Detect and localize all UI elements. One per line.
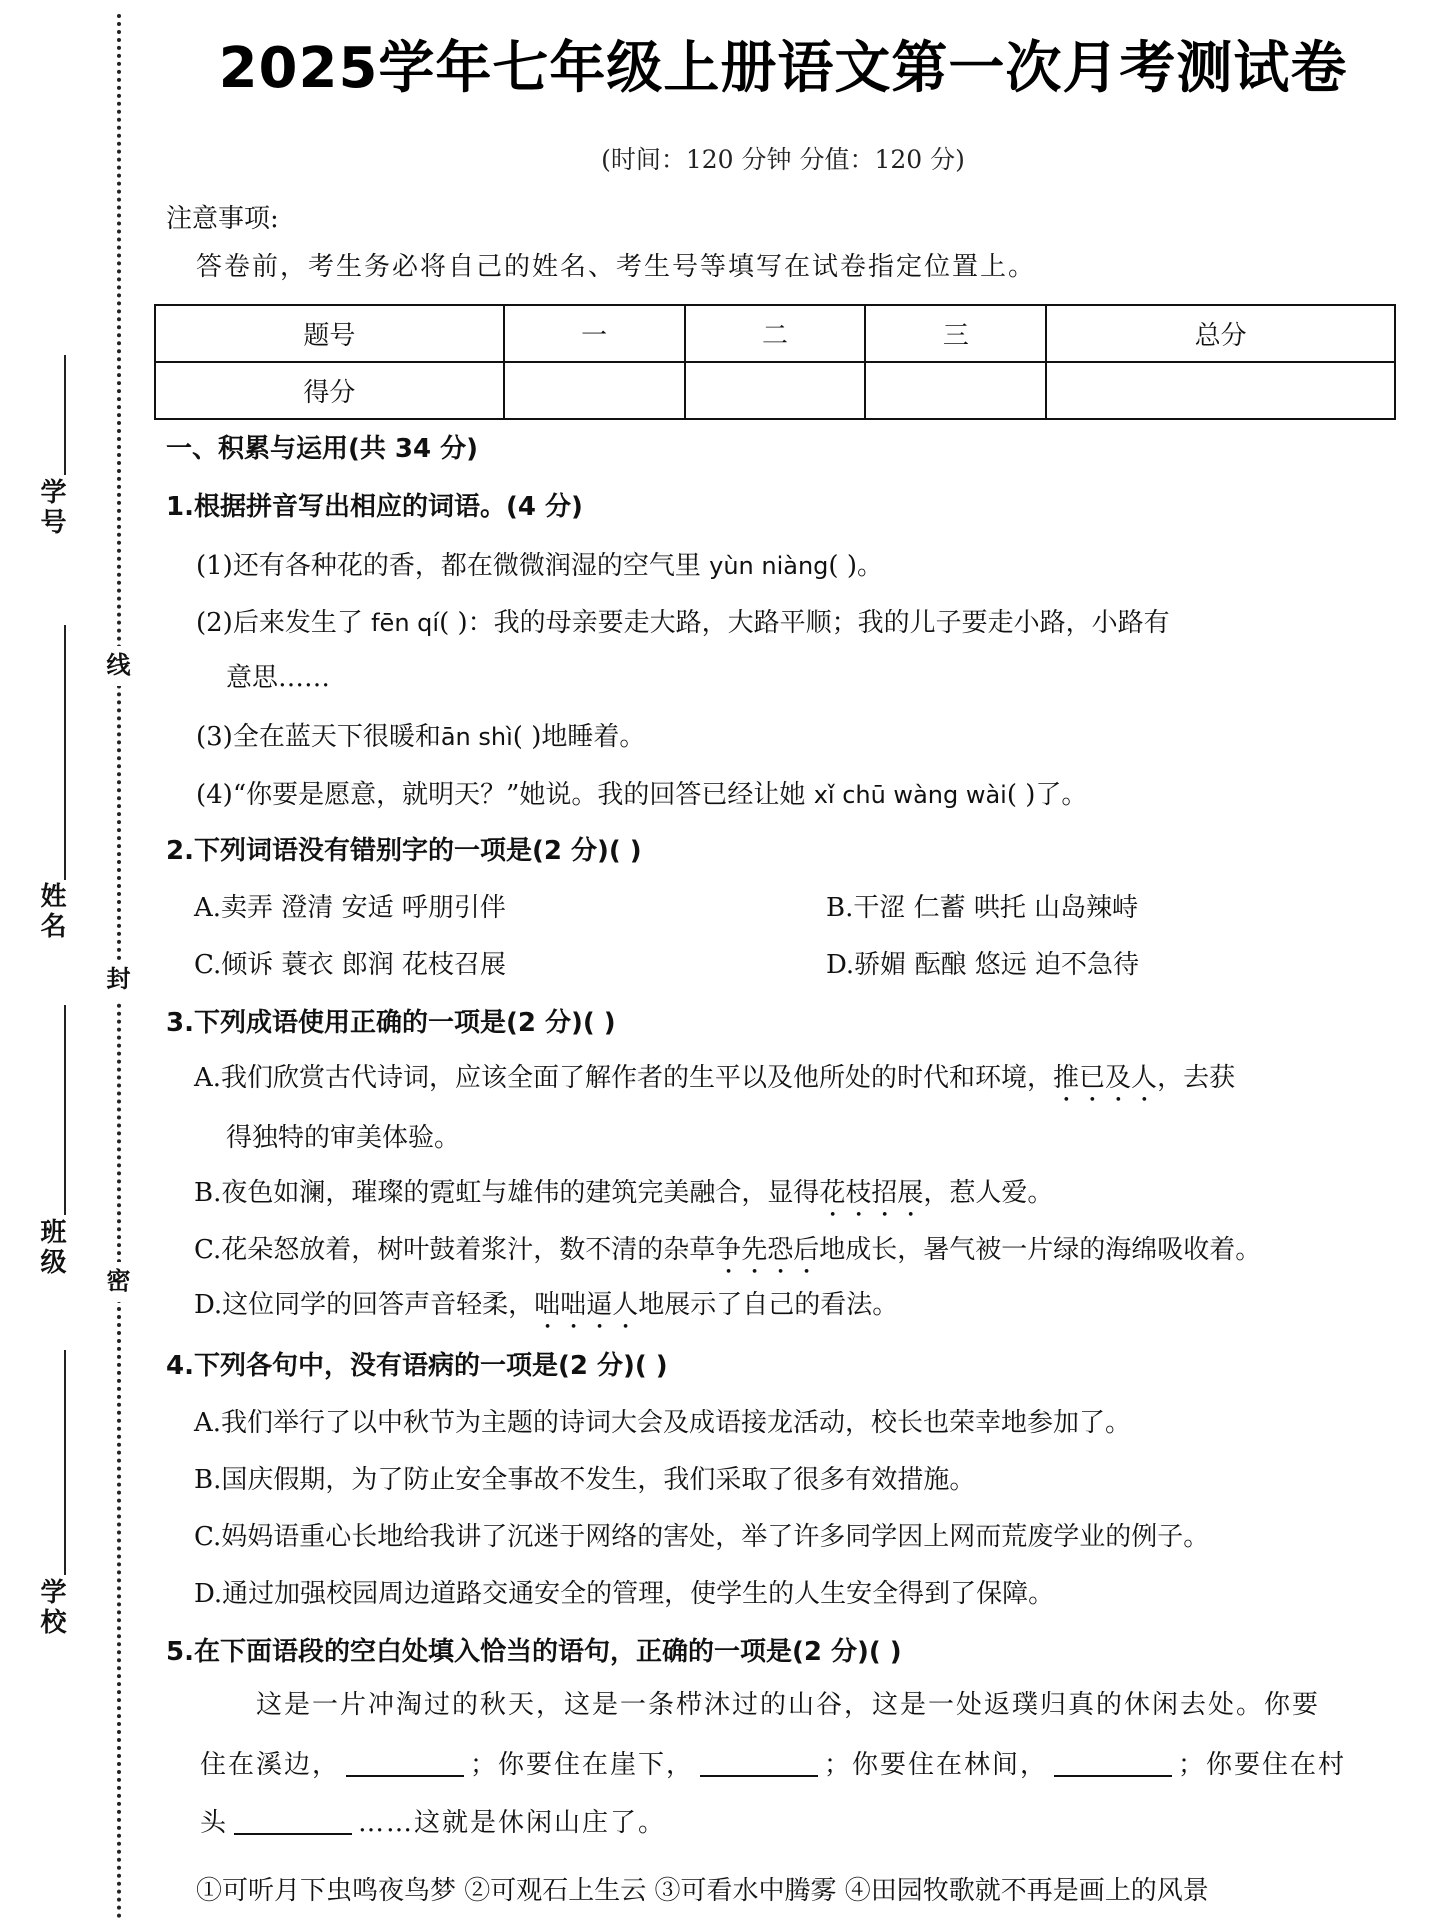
- question-3-option-d[interactable]: [194, 1290, 898, 1335]
- score-header-cell: 总分: [1046, 305, 1395, 362]
- option-text: D.这位同学的回答声音轻柔，: [194, 1290, 535, 1320]
- seal-mark-seal: 封: [104, 960, 128, 1000]
- student-id-blank[interactable]: [64, 355, 66, 475]
- score-cell[interactable]: [685, 362, 866, 419]
- fill-blank[interactable]: [1054, 1751, 1172, 1777]
- question-4-stem: 4.下列各句中，没有语病的一项是(2 分)( ): [166, 1351, 668, 1381]
- exam-subtitle: (时间：120 分钟 分值：120 分): [601, 145, 965, 174]
- question-4-option-c[interactable]: C.妈妈语重心长地给我讲了沉迷于网络的害处，举了许多同学因上网而荒废学业的例子。: [194, 1522, 1210, 1552]
- question-2-stem: 2.下列词语没有错别字的一项是(2 分)( ): [166, 836, 642, 866]
- question-5-passage-line-1: 这是一片冲淘过的秋天，这是一条栉沐过的山谷，这是一处返璞归真的休闲去处。你要: [256, 1690, 1321, 1720]
- exam-page: [150, 0, 1416, 1920]
- exam-title: 2025学年七年级上册语文第一次月考测试卷: [218, 36, 1348, 101]
- score-table: [154, 304, 1396, 420]
- item-text: (4)“你要是愿意，就明天？”她说。我的回答已经让她: [196, 780, 814, 810]
- question-1-item-4: [196, 780, 1087, 811]
- score-header-cell: 题号: [155, 305, 504, 362]
- pinyin: xǐ chū wàng wài: [813, 781, 1007, 809]
- passage-text: 头: [200, 1808, 229, 1838]
- question-1-item-3: [196, 722, 645, 753]
- answer-bracket[interactable]: ( )。: [828, 551, 883, 581]
- binding-margin: [0, 0, 140, 1920]
- passage-text: ……这就是休闲山庄了。: [358, 1808, 667, 1838]
- question-4-option-b[interactable]: B.国庆假期，为了防止安全事故不发生，我们采取了很多有效措施。: [194, 1465, 976, 1495]
- school-label: 学校: [36, 1578, 66, 1638]
- passage-text: ；你要住在村: [1178, 1750, 1347, 1780]
- question-3-option-a[interactable]: [194, 1063, 1235, 1108]
- option-text: ，惹人爱。: [923, 1178, 1054, 1208]
- fill-blank[interactable]: [700, 1751, 818, 1777]
- name-label: 姓名: [36, 882, 66, 942]
- score-row-label: 得分: [155, 362, 504, 419]
- question-2-option-d[interactable]: D.骄媚 酝酿 悠远 迫不急待: [826, 950, 1139, 980]
- option-text: C.花朵怒放着，树叶鼓着浆汁，数不清的杂草: [194, 1235, 716, 1265]
- score-table-header-row: [155, 305, 1395, 362]
- score-cell[interactable]: [504, 362, 685, 419]
- question-3-option-a-continued: 得独特的审美体验。: [226, 1123, 461, 1153]
- section-title: 一、积累与运用(共 34 分): [166, 434, 479, 464]
- question-2-option-c[interactable]: C.倾诉 蓑衣 郎润 花枝召展: [194, 950, 507, 980]
- underdotted-idiom: 争先恐后: [715, 1235, 820, 1265]
- option-text: A.我们欣赏古代诗词，应该全面了解作者的生平以及他所处的时代和环境，: [194, 1063, 1054, 1093]
- question-5-passage-line-3: [200, 1808, 666, 1839]
- pinyin: yùn niàng: [709, 552, 829, 580]
- question-3-option-c[interactable]: [194, 1235, 1261, 1280]
- underdotted-idiom: 咄咄逼人: [534, 1290, 639, 1320]
- option-text: ，去获: [1157, 1063, 1236, 1093]
- seal-mark-line: 线: [104, 646, 128, 686]
- class-label: 班级: [36, 1218, 66, 1278]
- item-text: (2)后来发生了: [196, 608, 372, 638]
- name-blank[interactable]: [64, 625, 66, 880]
- option-text: B.夜色如澜，璀璨的霓虹与雄伟的建筑完美融合，显得: [194, 1178, 820, 1208]
- fill-blank[interactable]: [346, 1751, 464, 1777]
- option-text: 地展示了自己的看法。: [638, 1290, 899, 1320]
- notice-body: 答卷前，考生务必将自己的姓名、考生号等填写在试卷指定位置上。: [196, 252, 1037, 282]
- answer-bracket[interactable]: ( )地睡着。: [512, 722, 646, 752]
- item-text: (3)全在蓝天下很暖和: [196, 722, 441, 752]
- question-1-item-2-continued: 意思……: [226, 663, 331, 693]
- question-4-option-a[interactable]: A.我们举行了以中秋节为主题的诗词大会及成语接龙活动，校长也荣幸地参加了。: [194, 1408, 1132, 1438]
- fill-blank[interactable]: [234, 1809, 352, 1835]
- answer-bracket[interactable]: ( )了。: [1006, 780, 1088, 810]
- student-id-label: 学号: [36, 478, 66, 538]
- underdotted-idiom: 花枝招展: [819, 1178, 924, 1208]
- pinyin: fēn qí: [371, 609, 440, 637]
- passage-text: 住在溪边，: [200, 1750, 341, 1780]
- question-1-item-1: [196, 551, 883, 582]
- question-2-option-b[interactable]: B.干涩 仁蓄 哄托 山岛辣峙: [826, 893, 1139, 923]
- item-text: (1)还有各种花的香，都在微微润湿的空气里: [196, 551, 710, 581]
- score-cell[interactable]: [865, 362, 1046, 419]
- question-5-stem: 5.在下面语段的空白处填入恰当的语句，正确的一项是(2 分)( ): [166, 1637, 902, 1667]
- question-4-option-d[interactable]: D.通过加强校园周边道路交通安全的管理，使学生的人生安全得到了保障。: [194, 1579, 1055, 1609]
- score-header-cell: 三: [865, 305, 1046, 362]
- answer-bracket[interactable]: ( )：我的母亲要走大路，大路平顺；我的儿子要走小路，小路有: [439, 608, 1170, 638]
- question-1-item-2: [196, 608, 1170, 639]
- score-table-score-row: [155, 362, 1395, 419]
- seal-mark-secret: 密: [104, 1262, 128, 1302]
- pinyin: ān shì: [440, 723, 513, 751]
- question-3-option-b[interactable]: [194, 1178, 1053, 1223]
- passage-text: ；你要住在林间，: [824, 1750, 1049, 1780]
- score-cell[interactable]: [1046, 362, 1395, 419]
- question-1-stem: 1.根据拼音写出相应的词语。(4 分): [166, 492, 583, 522]
- underdotted-idiom: 推已及人: [1053, 1063, 1158, 1093]
- option-text: 地成长，暑气被一片绿的海绵吸收着。: [819, 1235, 1262, 1265]
- question-3-stem: 3.下列成语使用正确的一项是(2 分)( ): [166, 1008, 616, 1038]
- notice-heading: 注意事项:: [166, 204, 279, 234]
- question-5-passage-line-2: [200, 1750, 1346, 1781]
- passage-text: ；你要住在崖下，: [470, 1750, 695, 1780]
- school-blank[interactable]: [64, 1350, 66, 1575]
- class-blank[interactable]: [64, 1005, 66, 1215]
- score-header-cell: 二: [685, 305, 866, 362]
- question-2-option-a[interactable]: A.卖弄 澄清 安适 呼朋引伴: [194, 893, 506, 923]
- score-header-cell: 一: [504, 305, 685, 362]
- question-5-choices: ①可听月下虫鸣夜鸟梦 ②可观石上生云 ③可看水中腾雾 ④田园牧歌就不再是画上的风景: [196, 1876, 1209, 1906]
